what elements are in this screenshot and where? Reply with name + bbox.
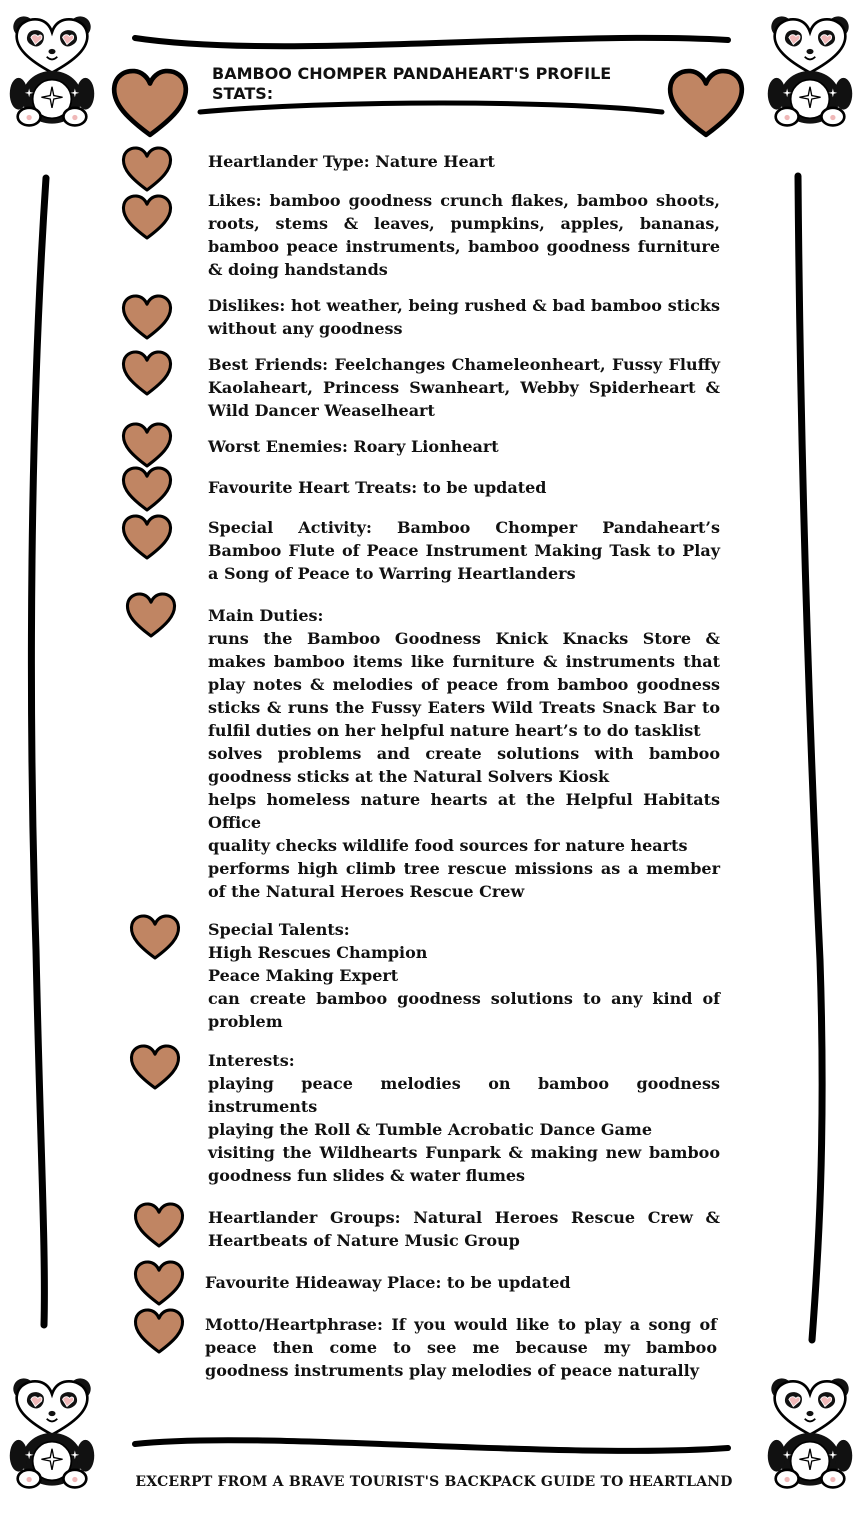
profile-entry-motto bbox=[205, 1313, 717, 1382]
bottom-swoosh-line bbox=[135, 1440, 728, 1451]
duty-item: helps homeless nature hearts at the Helpful Habitats Office bbox=[208, 790, 720, 832]
left-border-line bbox=[31, 178, 46, 1325]
talent-item: can create bamboo goodness solutions to any kind of problem bbox=[208, 989, 720, 1031]
interest-item: playing the Roll & Tumble Acrobatic Dance Game bbox=[208, 1120, 652, 1139]
entry-label: Motto/Heartphrase: If you would like to play a song of peace then come to see me because my bamboo goodness instruments play melodies of peace naturally bbox=[205, 1315, 717, 1380]
talent-item: Peace Making Expert bbox=[208, 966, 399, 985]
duty-item: quality checks wildlife food sources for nature hearts bbox=[208, 836, 688, 855]
profile-entry-main-duties bbox=[208, 604, 720, 903]
duty-item: solves problems and create solutions with bamboo goodness sticks at the Natural Solvers Kiosk bbox=[208, 744, 720, 786]
heart-icon bbox=[120, 466, 174, 512]
talent-item: High Rescues Champion bbox=[208, 943, 428, 962]
large-heart-icon bbox=[110, 68, 190, 138]
interest-item: playing peace melodies on bamboo goodness instruments bbox=[208, 1074, 720, 1116]
profile-entry-heart-treats bbox=[208, 476, 720, 499]
profile-entry-type bbox=[208, 150, 720, 173]
entry-label: Heartlander Type: Nature Heart bbox=[208, 152, 495, 171]
heart-icon bbox=[120, 422, 174, 468]
profile-entry-dislikes bbox=[208, 294, 720, 340]
profile-entry-hideaway bbox=[205, 1271, 717, 1294]
profile-entry-best-friends bbox=[208, 353, 720, 422]
entry-label: Heartlander Groups: Natural Heroes Rescue Crew & Heartbeats of Nature Music Group bbox=[208, 1208, 720, 1250]
entry-label: Dislikes: hot weather, being rushed & bad bamboo sticks without any goodness bbox=[208, 296, 720, 338]
profile-entry-likes bbox=[208, 189, 720, 281]
entry-label: Main Duties: bbox=[208, 606, 324, 625]
entry-label: Favourite Hideaway Place: to be updated bbox=[205, 1273, 571, 1292]
entry-label: Special Activity: Bamboo Chomper Pandaheart’s Bamboo Flute of Peace Instrument Making Task to Play a Song of Peace to Warring Heartlanders bbox=[208, 518, 720, 583]
footer-caption: EXCERPT FROM A BRAVE TOURIST'S BACKPACK GUIDE TO HEARTLAND bbox=[135, 1474, 733, 1490]
duty-item: runs the Bamboo Goodness Knick Knacks Store & makes bamboo items like furniture & instruments that play notes & melodies of peace from bamboo goodness sticks & runs the Fussy Eaters Wild Treats Snack Bar to fulfil duties on her helpful nature heart’s to do tasklist bbox=[208, 629, 720, 740]
entry-label: Worst Enemies: Roary Lionheart bbox=[208, 437, 499, 456]
heart-icon bbox=[132, 1308, 186, 1354]
profile-entry-groups bbox=[208, 1206, 720, 1252]
entry-label: Special Talents: bbox=[208, 920, 350, 939]
heart-icon bbox=[120, 514, 174, 560]
heart-icon bbox=[120, 194, 174, 240]
entry-label: Interests: bbox=[208, 1051, 295, 1070]
profile-entry-special-talents bbox=[208, 918, 720, 1033]
page-title: BAMBOO CHOMPER PANDAHEART'S PROFILE STATS: bbox=[212, 64, 612, 103]
heart-icon bbox=[128, 1044, 182, 1090]
profile-entry-interests bbox=[208, 1049, 720, 1187]
profile-entry-special-activity bbox=[208, 516, 720, 585]
duty-item: performs high climb tree rescue missions as a member of the Natural Heroes Rescue Crew bbox=[208, 859, 720, 901]
entry-label: Favourite Heart Treats: to be updated bbox=[208, 478, 547, 497]
large-heart-icon bbox=[666, 68, 746, 138]
heart-icon bbox=[120, 146, 174, 192]
heading-underline bbox=[200, 103, 662, 112]
panda-heart-icon bbox=[8, 10, 96, 130]
panda-heart-icon bbox=[766, 10, 854, 130]
heart-icon bbox=[128, 914, 182, 960]
entry-label: Likes: bamboo goodness crunch flakes, bamboo shoots, roots, stems & leaves, pumpkins, apples, bananas, bamboo peace instruments, bamboo goodness furniture & doing handstands bbox=[208, 191, 720, 279]
right-border-line bbox=[798, 176, 822, 1340]
profile-entry-worst-enemies bbox=[208, 435, 720, 458]
top-swoosh-line bbox=[135, 38, 728, 46]
heart-icon bbox=[132, 1202, 186, 1248]
entry-label: Best Friends: Feelchanges Chameleonheart, Fussy Fluffy Kaolaheart, Princess Swanheart, Webby Spiderheart & Wild Dancer Weaselheart bbox=[208, 355, 720, 420]
heart-icon bbox=[120, 294, 174, 340]
heart-icon bbox=[120, 350, 174, 396]
heart-icon bbox=[124, 592, 178, 638]
interest-item: visiting the Wildhearts Funpark & making new bamboo goodness fun slides & water flumes bbox=[208, 1143, 720, 1185]
heart-icon bbox=[132, 1260, 186, 1306]
